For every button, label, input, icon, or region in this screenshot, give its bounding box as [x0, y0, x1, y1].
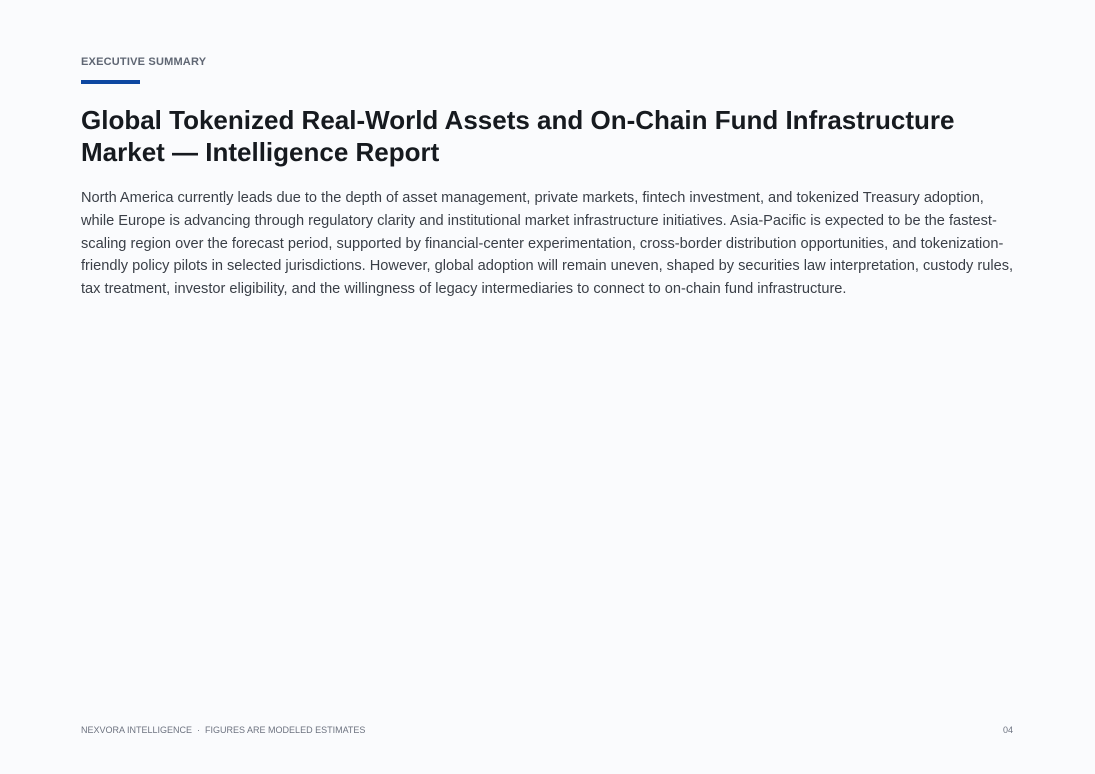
page-title: Global Tokenized Real-World Assets and On-Chain Fund Infrastructure Market — Intelligence Report	[81, 105, 955, 167]
footer-source-line	[81, 725, 365, 735]
footer-brand: NEXVORA INTELLIGENCE	[81, 725, 193, 735]
page-number: 04	[1002, 725, 1013, 735]
executive-summary-paragraph: North America currently leads due to the depth of asset management, private markets, fintech investment, and tokenized Treasury adoption, while Europe is advancing through regulatory clarity and institutional market infrastructure initiatives. Asia-Pacific is expected to be the fastest-scaling region over the forecast period, supported by financial-center experimentation, cross-border distribution opportunities, and tokenization-friendly policy pilots in selected jurisdictions. However, global adoption will remain uneven, shaped by securities law interpretation, custody rules, tax treatment, investor eligibility, and the willingness of legacy intermediaries to connect to on-chain fund infrastructure.	[81, 190, 1014, 298]
accent-rule	[81, 80, 140, 84]
footer-separator: ·	[197, 725, 201, 735]
footer-disclaimer: FIGURES ARE MODELED ESTIMATES	[205, 725, 366, 735]
section-label: EXECUTIVE SUMMARY	[81, 56, 207, 68]
